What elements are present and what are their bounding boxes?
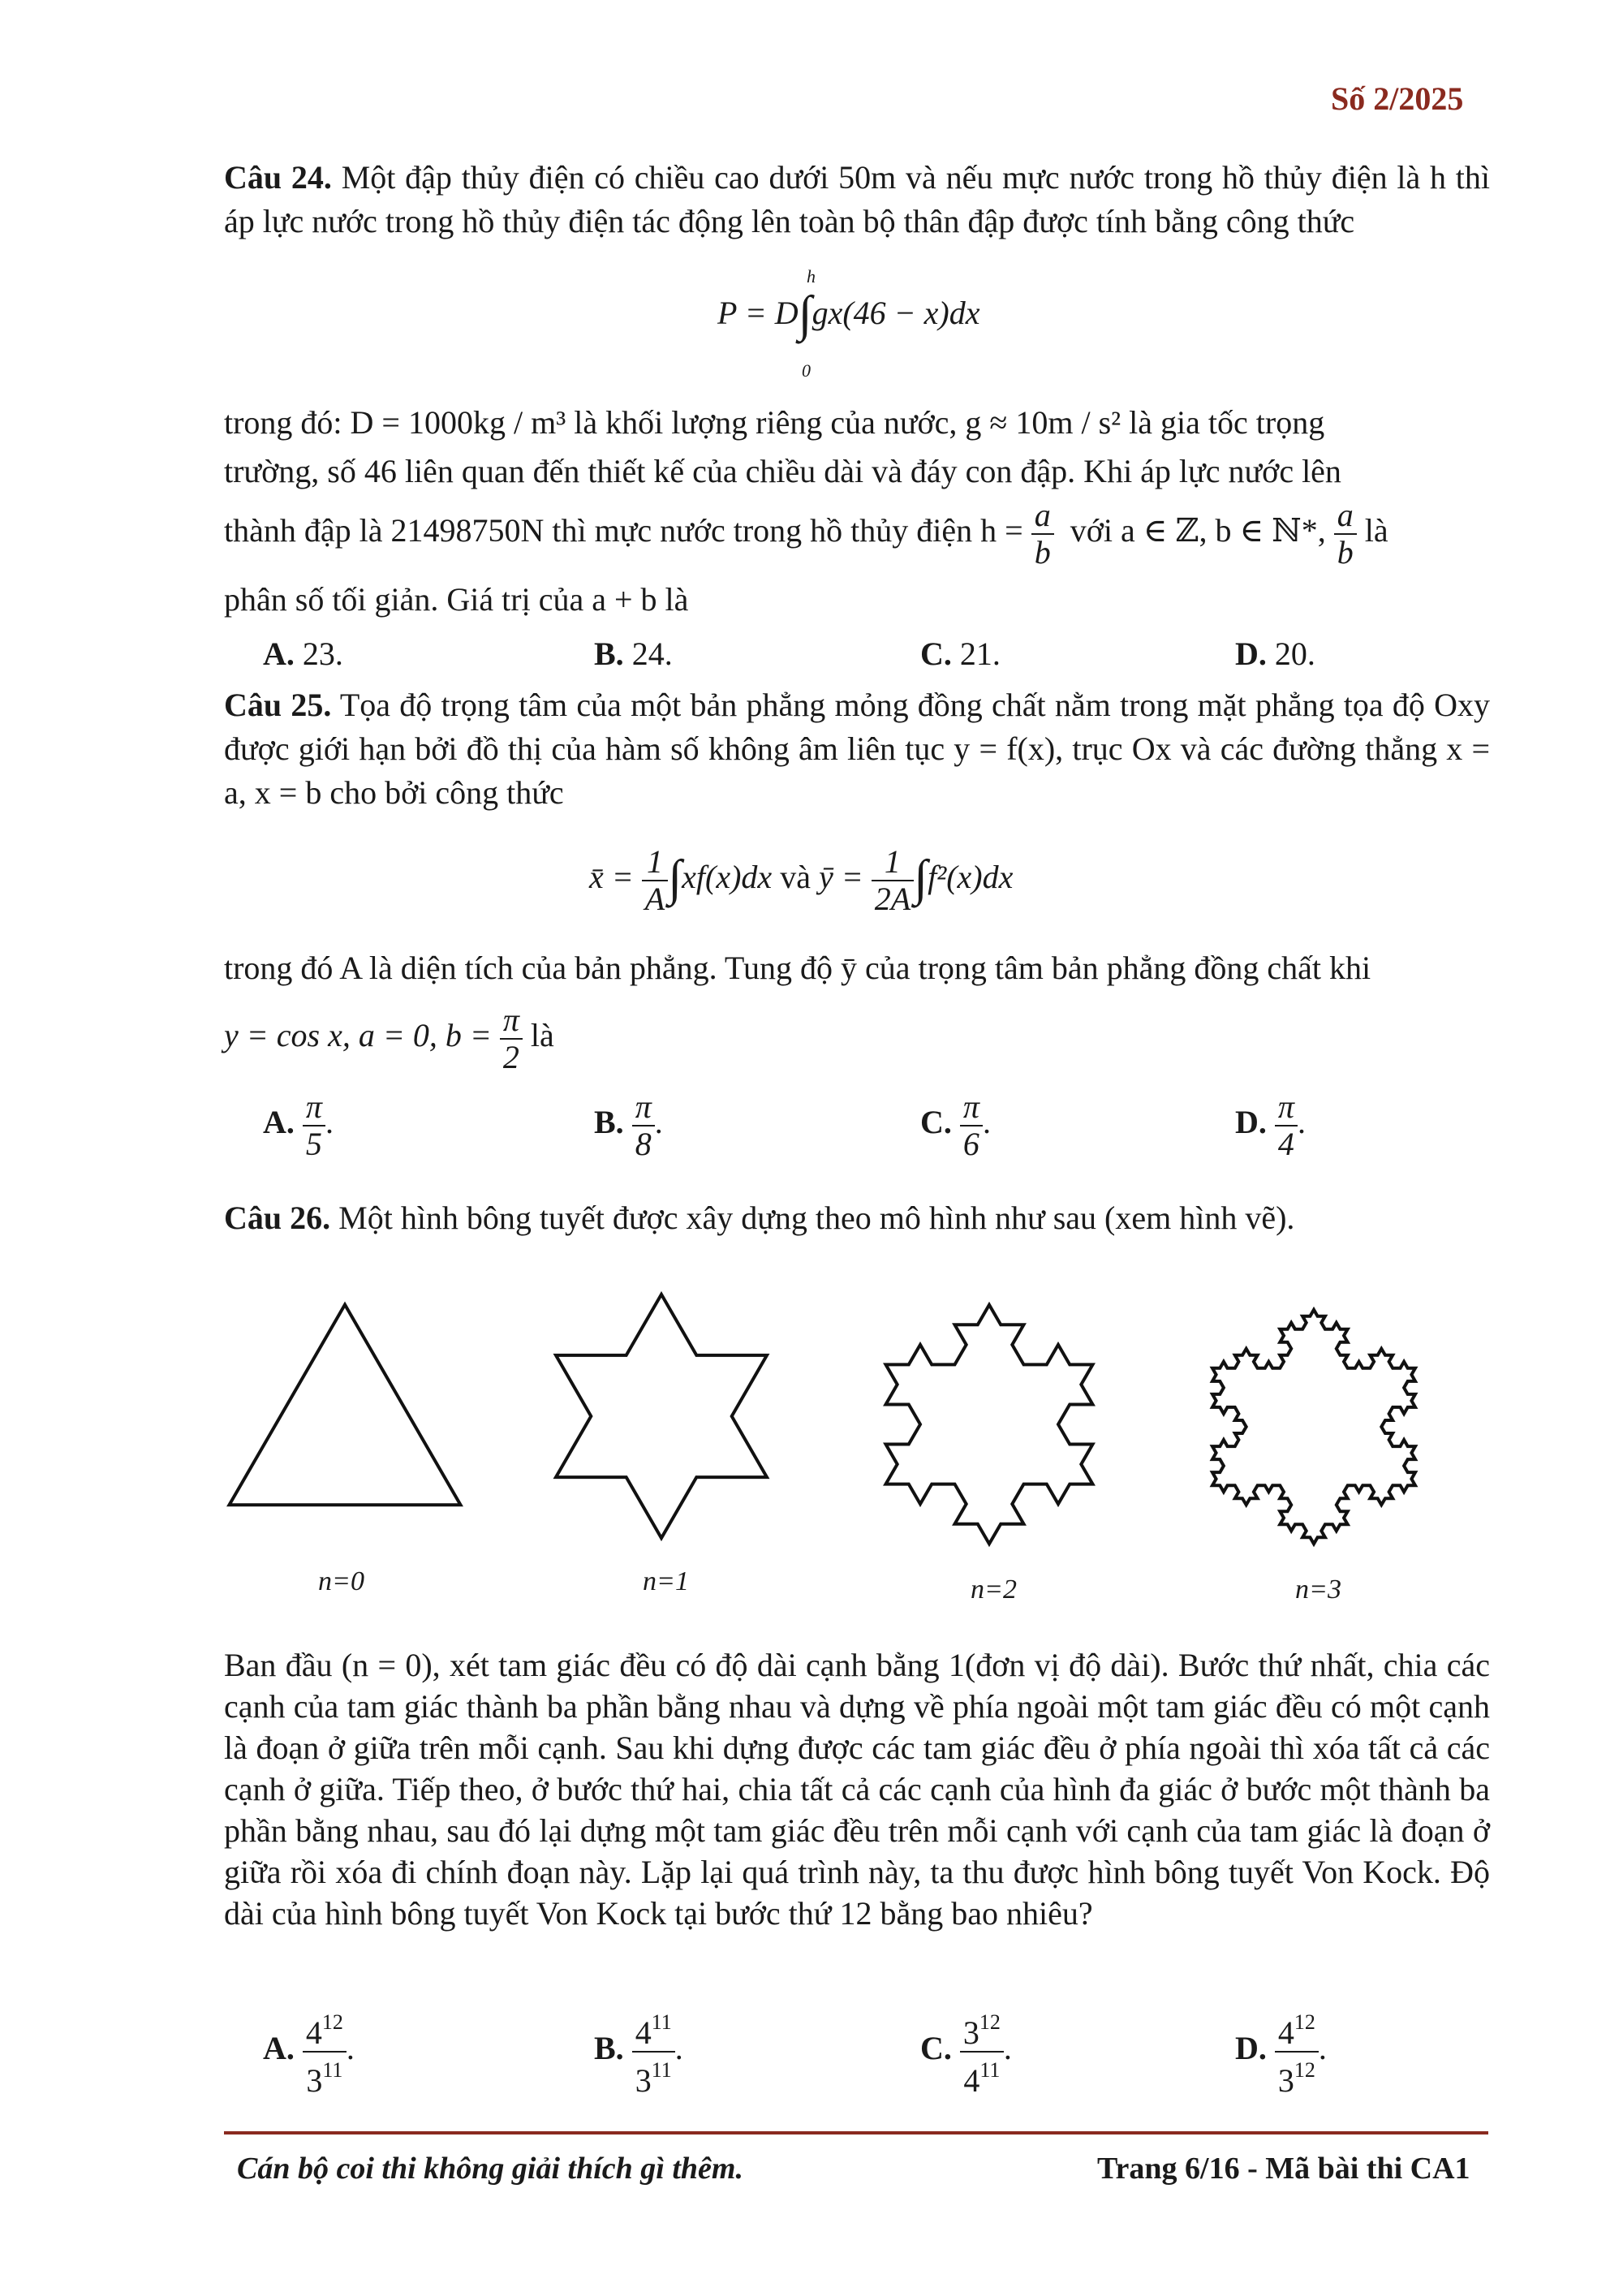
issue-number: Số 2/2025 [1331, 80, 1464, 117]
q26-intro [224, 1196, 1490, 1240]
q25-option-b[interactable]: B. $\frac{\pi}{8}$ . [594, 1088, 663, 1162]
q24-intro [224, 156, 1490, 243]
q26-intro-text: Một hình bông tuyết được xây dựng theo mô hình như sau (xem hình vẽ). [330, 1200, 1295, 1236]
q24-lower-limit: 0 [802, 360, 811, 381]
q24-formula [717, 266, 980, 391]
figure-label-n2: n=2 [971, 1574, 1017, 1605]
q24-formula-left: P = D [717, 295, 799, 331]
koch-snowflake-n1 [556, 1294, 767, 1538]
q25-and: và [780, 859, 811, 896]
koch-snowflake-figures [0, 1250, 1623, 1623]
q25-fy-body: f²(x)dx [928, 859, 1014, 896]
figure-label-n3: n=3 [1295, 1574, 1341, 1605]
footer-page-info: Trang 6/16 - Mã bài thi CA1 [1097, 2152, 1470, 2186]
q24-line3b: với a ∈ ℤ, b ∈ ℕ*, [1070, 512, 1326, 549]
integral-sign: ∫ [914, 851, 928, 907]
q25-fy-left: ȳ = [818, 859, 863, 896]
q24-option-b[interactable]: B. 24. [594, 635, 673, 672]
integral-sign: ∫ [798, 286, 812, 342]
q25-option-d[interactable]: D. $\frac{\pi}{4}$ . [1235, 1088, 1306, 1162]
q24-upper-limit: h [807, 266, 816, 286]
q25-formula [589, 844, 1013, 933]
figure-label-n0: n=0 [318, 1566, 364, 1596]
q25-line2 [224, 995, 1490, 1076]
q26-label: Câu 26. [224, 1200, 331, 1236]
q24-formula-body: gx(46 − x)dx [812, 295, 980, 331]
q25-label: Câu 25. [224, 687, 332, 723]
q25-fx-left: x̄ = [589, 859, 634, 896]
q24-line1: trong đó: D = 1000kg / m³ là khối lượng riêng của nước, g ≈ 10m / s² là gia tốc trọng [224, 404, 1325, 441]
q24-line3a: thành đập là 21498750N thì mực nước trong hồ thủy điện h = [224, 512, 1023, 549]
q26-option-c[interactable]: C. $\frac{3^{12}}{4^{11}}$ . [920, 2005, 1012, 2099]
q25-line1: trong đó A là diện tích của bản phẳng. Tung độ ȳ của trọng tâm bản phẳng đồng chất khi [224, 950, 1371, 986]
q25-option-a[interactable]: A. $\frac{\pi}{5}$ . [263, 1088, 334, 1162]
q24-line3 [224, 490, 1490, 571]
q26-option-b[interactable]: B. $\frac{4^{11}}{3^{11}}$ . [594, 2005, 683, 2099]
q24-option-d[interactable]: D. 20. [1235, 635, 1315, 672]
q24-option-c[interactable]: C. 21. [920, 635, 1001, 672]
q25-intro [224, 683, 1490, 815]
q26-paragraph: Ban đầu (n = 0), xét tam giác đều có độ dài cạnh bằng 1(đơn vị độ dài). Bước thứ nhất, chia các cạnh của tam giác thành ba phần bằng nhau và dựng về phía ngoài một tam giác đều có một cạnh là đoạn ở giữa trên mỗi cạnh. Sau khi dựng được các tam giác đều ở phía ngoài thì xóa tất cả các cạnh ở giữa. Tiếp theo, ở bước thứ hai, chia tất cả các cạnh của hình đa giác ở bước một thành ba phần bằng nhau, sau đó lại dựng một tam giác đều trên mỗi cạnh với cạnh của tam giác là đoạn ở giữa rồi xóa đi chính đoạn này. Lặp lại quá trình này, ta thu được hình bông tuyết Von Kock. Độ dài của hình bông tuyết Von Kock tại bước thứ 12 bằng bao nhiêu? [224, 1647, 1490, 1932]
koch-snowflake-n0 [230, 1305, 461, 1506]
q24-fraction-ab: $\frac{a}{b}$ [1334, 498, 1357, 571]
q24-line4: phân số tối giản. Giá trị của a + b là [224, 581, 689, 618]
q25-line2b: là [530, 1017, 554, 1053]
footer-divider [224, 2131, 1488, 2134]
q25-fy-fraction: $\frac{1}{2A}$ [872, 844, 914, 917]
q26-option-a[interactable]: A. $\frac{4^{12}}{3^{11}}$ . [263, 2005, 355, 2099]
q25-fx-fraction: $\frac{1}{A}$ [642, 844, 668, 917]
q25-fx-body: xf(x)dx [682, 859, 773, 896]
q26-option-d[interactable]: D. $\frac{4^{12}}{3^{12}}$ . [1235, 2005, 1327, 2099]
figure-label-n1: n=1 [643, 1566, 689, 1596]
q24-option-a[interactable]: A. 23. [263, 635, 343, 672]
q24-line3c: là [1364, 512, 1388, 549]
footer-note: Cán bộ coi thi không giải thích gì thêm. [237, 2152, 743, 2186]
q25-option-c[interactable]: C. $\frac{\pi}{6}$ . [920, 1088, 991, 1162]
q24-label: Câu 24. [224, 159, 332, 196]
q24-intro-text: Một đập thủy điện có chiều cao dưới 50m và nếu mực nước trong hồ thủy điện là h thì áp lực nước trong hồ thủy điện tác động lên toàn bộ thân đập được tính bằng công thức [224, 159, 1490, 239]
integral-sign: ∫ [668, 851, 682, 907]
q25-line2a: y = cos x, a = 0, b = [224, 1017, 492, 1053]
q24-line2: trường, số 46 liên quan đến thiết kế của chiều dài và đáy con đập. Khi áp lực nước lên [224, 453, 1341, 489]
koch-snowflake-n3 [1212, 1310, 1415, 1544]
q24-fraction-h: $\frac{a}{b}$ [1031, 498, 1054, 571]
q25-intro-text: Tọa độ trọng tâm của một bản phẳng mỏng đồng chất nằm trong mặt phẳng tọa độ Oxy được giới hạn bởi đồ thị của hàm số không âm liên tục y = f(x), trục Ox và các đường thẳng x = a, x = b cho bởi công thức [224, 687, 1490, 811]
koch-snowflake-n2 [886, 1305, 1093, 1544]
q25-fraction-pi2: $\frac{\pi}{2}$ [500, 1002, 523, 1075]
